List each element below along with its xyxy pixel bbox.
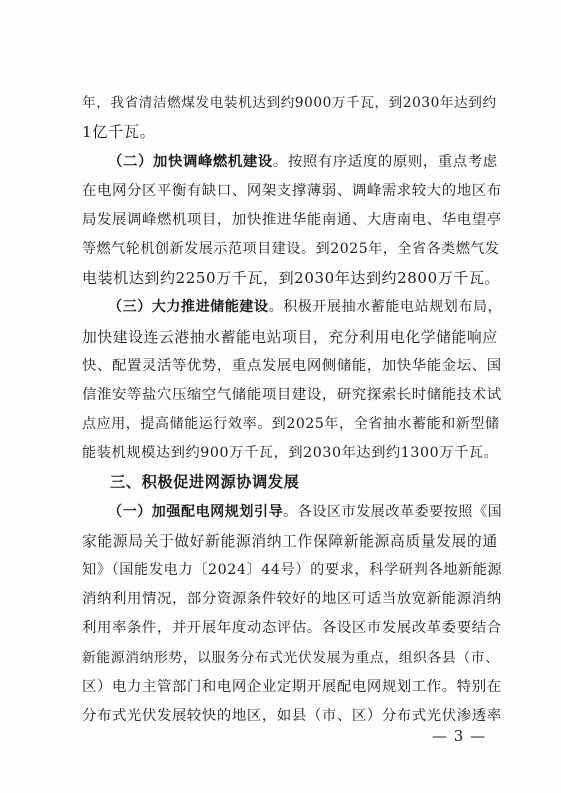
body-line: 局发展调峰燃机项目，加快推进华能南通、大唐南电、华电望亭	[82, 211, 502, 228]
body-line: 在电网分区平衡有缺口、网架支撑薄弱、调峰需求较大的地区布	[82, 182, 502, 199]
body-line: 加快建设连云港抽水蓄能电站项目，充分利用电化学储能响应	[82, 328, 498, 346]
body-line: 点应用，提高储能运行效率。到2025年，全省抽水蓄能和新型储	[82, 416, 500, 433]
body-line: 知》（国能发电力〔2024〕44号）的要求，科学研判各地新能源	[82, 562, 503, 578]
body-line: 1亿千瓦。	[82, 123, 156, 142]
body-line: 信淮安等盐穴压缩空气储能项目建设，研究探索长时储能技术试	[82, 386, 502, 403]
document-body	[82, 89, 502, 731]
body-text: 。按照有序适度的原则，重点考虑	[272, 154, 498, 171]
body-line: 利用率条件，并开展年度动态评估。各设区市发展改革委要结合	[82, 620, 502, 637]
paragraph-start-line	[82, 293, 502, 322]
subheading: （三）大力推进储能建设	[108, 299, 269, 316]
body-line: 等燃气轮机创新发展示范项目建设。到2025年，全省各类燃气发	[82, 240, 500, 257]
body-line: 快、配置灵活等优势，重点发展电网侧储能，加快华能金坛、国	[82, 357, 502, 374]
body-line: 分布式光伏发展较快的地区，如县（市、区）分布式光伏渗透率	[82, 707, 502, 724]
subheading: （一）加强配电网规划引导	[108, 503, 284, 520]
section-heading: 三、积极促进网源协调发展	[110, 473, 300, 492]
paragraph-start-line	[82, 147, 502, 176]
body-line: 消纳利用情况，部分资源条件较好的地区可适当放宽新能源消纳	[82, 591, 502, 608]
body-line: 家能源局关于做好新能源消纳工作保障新能源高质量发展的通	[82, 532, 498, 550]
body-text: 。各设区市发展改革委要按照《国	[283, 503, 503, 520]
body-line: 年，我省清洁燃煤发电装机达到约9000万千瓦，到2030年达到约	[82, 95, 497, 111]
body-line: 区）电力主管部门和电网企业定期开展配电网规划工作。特别在	[82, 678, 502, 695]
body-line: 电装机达到约2250万千瓦，到2030年达到约2800万千瓦。	[82, 269, 501, 288]
page-number: — 3 —	[432, 727, 487, 745]
body-line: 能装机规模达到约900万千瓦，到2030年达到约1300万千瓦。	[82, 445, 499, 462]
body-text: 。积极开展抽水蓄能电站规划布局，	[268, 299, 503, 316]
subheading: （二）加快调峰燃机建设	[108, 153, 273, 171]
paragraph-start-line	[82, 498, 502, 527]
body-line: 新能源消纳形势，以服务分布式光伏发展为重点，组织各县（市、	[82, 649, 500, 666]
